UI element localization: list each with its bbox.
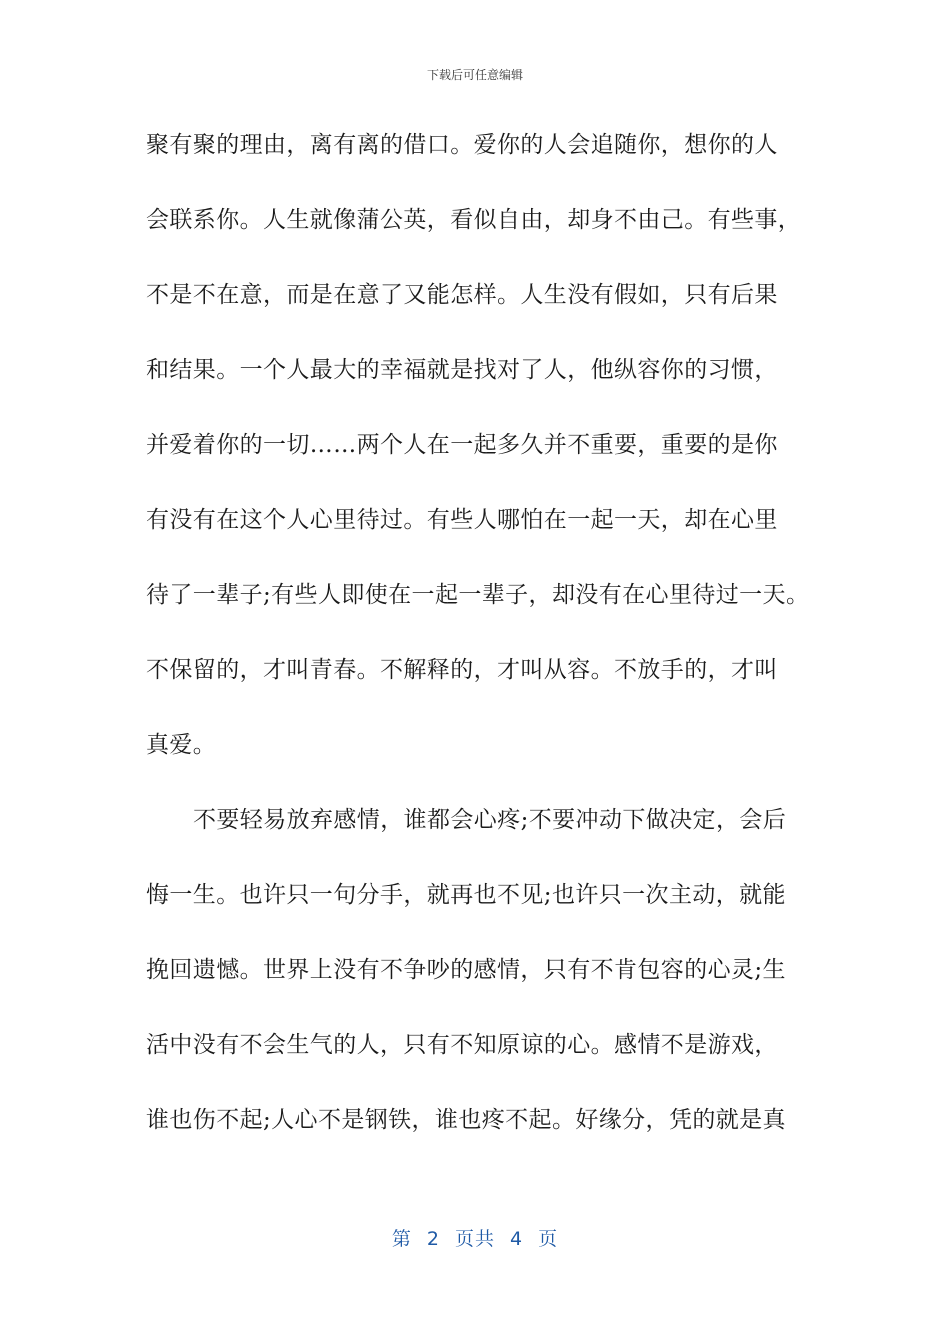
text-line: 待了一辈子;有些人即使在一起一辈子，却没有在心里待过一天。 (146, 582, 810, 608)
text-line: 有没有在这个人心里待过。有些人哪怕在一起一天，却在心里 (146, 507, 778, 533)
text-line: 悔一生。也许只一句分手，就再也不见;也许只一次主动，就能 (146, 882, 786, 908)
text-line: 聚有聚的理由，离有离的借口。爱你的人会追随你，想你的人 (146, 132, 778, 158)
document-body (146, 122, 826, 1172)
text-line: 真爱。 (146, 732, 217, 758)
page-number-footer: 第 2 页共 4 页 (391, 1228, 559, 1250)
text-line: 和结果。一个人最大的幸福就是找对了人，他纵容你的习惯， (146, 357, 778, 383)
text-line: 挽回遗憾。世界上没有不争吵的感情，只有不肯包容的心灵;生 (146, 957, 786, 983)
text-line: 活中没有不会生气的人，只有不知原谅的心。感情不是游戏， (146, 1032, 778, 1058)
text-line: 不是不在意，而是在意了又能怎样。人生没有假如，只有后果 (146, 282, 778, 308)
text-line: 并爱着你的一切……两个人在一起多久并不重要，重要的是你 (146, 432, 778, 458)
text-line: 谁也伤不起;人心不是钢铁，谁也疼不起。好缘分，凭的就是真 (146, 1107, 786, 1133)
text-line-indented: 不要轻易放弃感情，谁都会心疼;不要冲动下做决定，会后 (193, 807, 787, 833)
text-line: 不保留的，才叫青春。不解释的，才叫从容。不放手的，才叫 (146, 657, 778, 683)
text-line: 会联系你。人生就像蒲公英，看似自由，却身不由己。有些事， (146, 207, 802, 233)
page-header: 下载后可任意编辑 (426, 68, 523, 82)
